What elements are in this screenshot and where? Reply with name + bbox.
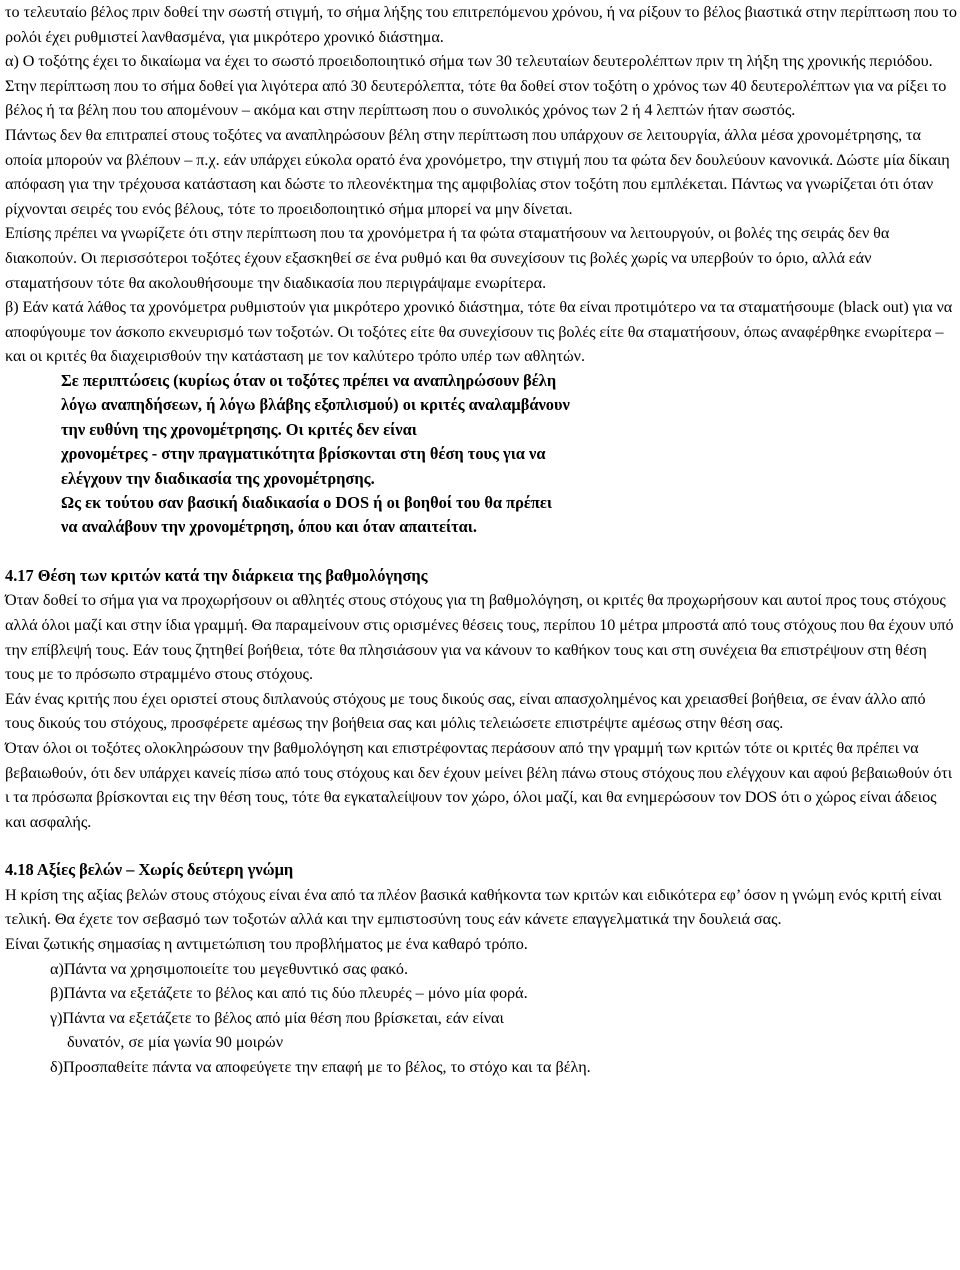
paragraph-judges-advance: Όταν δοθεί το σήμα για να προχωρήσουν οι αθλητές στους στόχους για τη βαθμολόγηση, οι κριτές θα προχωρήσουν και αυτοί προς τους στόχους αλλά όλοι μαζί και στην ίδια γραμμή. Θα παραμείνουν στις ορισμένες θέσεις τους, περίπου 10 μέτρα μπροστά από τους στόχους που θα έχουν υπό την επίβλεψή τους. Εάν τους ζητηθεί βοήθεια, τότε θα πλησιάσουν για να κάνουν το καθήκον τους και στη συνέχεια θα επιστρέψουν στη θέση τους με το πρόσωπο στραμμένο στους στόχους. [5, 591, 954, 684]
paragraph-timing-means: Πάντως δεν θα επιτραπεί στους τοξότες να αναπληρώσουν βέλη στην περίπτωση που υπάρχουν σε λειτουργία, άλλα μέσα χρονομέτρησης, τα οποία μπορούν να βλέπουν – π.χ. εάν υπάρχει εύκολα ορατό ένα χρονόμετρο, την στιγμή που τα φώτα δεν δουλεύουν κανονικά. Δώστε μία δίκαιη απόφαση για την τρέχουσα κατάσταση και δώστε το πλεονέκτημα της αμφιβολίας στον τοξότη που εμπλέκεται. Πάντως να γνωρίζεται ότι όταν ρίχνονται σειρές του ενός βέλους, τότε το προειδοποιητικό σήμα μπορεί να μην δίνεται. [5, 125, 950, 218]
section-spacer [5, 540, 957, 564]
bold-notice-block [5, 369, 957, 540]
list-item [5, 981, 957, 1006]
paragraph-arrow-values: Η κρίση της αξίας βελών στους στόχους είναι ένα από τα πλέον βασικά καθήκοντα των κριτών και ειδικότερα εφ’ όσον η γνώμη ενός κριτή είναι τελική. Θα έχετε τον σεβασμό των τοξοτών αλλά και την εμπιστοσύνη τους εάν κάνετε επαγγελματικά την δουλειά σας. [5, 885, 942, 929]
paragraph-timing-arrows: το τελευταίο βέλος πριν δοθεί την σωστή στιγμή, το σήμα λήξης του επιτρεπόμενου χρόνου, ή να ρίξουν το βέλος βιαστικά στην περίπτωση που το ρολόι έχει ρυθμιστεί λανθασμένα, για μικρότερο χρονικό διάστημα. [5, 3, 957, 46]
list-item [5, 1006, 957, 1055]
bold-notice-line: χρονομέτρες - στην πραγματικότητα βρίσκονται στη θέση τους για να [61, 444, 546, 464]
paragraph-scoring-complete: Όταν όλοι οι τοξότες ολοκληρώσουν την βαθμολόγηση και επιστρέφοντας περάσουν από την γραμμή των κριτών τότε οι κριτές θα πρέπει να βεβαιωθούν, ότι δεν υπάρχει κανείς πίσω από τους στόχους και δεν έχουν μείνει βέλη πάνω στους στόχους που ελέγχουν και αφού βεβαιωθούν ότι ι τα πρόσωπα βρίσκονται εις την θέση τους, τότε θα εγκαταλείψουν τον χώρο, όλοι μαζί, και θα ενημερώσουν τον DOS ότι ο χώρος είναι άδειος και ασφαλής. [5, 738, 953, 831]
bold-notice-line: να αναλάβουν την χρονομέτρηση, όπου και όταν απαιτείται. [61, 517, 477, 537]
paragraph-warning-signal: α) Ο τοξότης έχει το δικαίωμα να έχει το σωστό προειδοποιητικό σήμα των 30 τελευταίων δευτερολέπτων πριν τη λήξη της χρονικής περιόδου. Στην περίπτωση που το σήμα δοθεί για λιγότερα από 30 δευτερόλεπτα, τότε θα δοθεί στον τοξότη ο χρόνος των 40 δευτερολέπτων για να ρίξει το βέλος ή τα βέλη που του απομένουν – ακόμα και στην περίπτωση που ο συνολικός χρόνος των 2 ή 4 λεπτών ήταν σωστός. [5, 52, 947, 120]
document-page [5, 0, 957, 1080]
paragraph-clock-failure: Επίσης πρέπει να γνωρίζετε ότι στην περίπτωση που τα χρονόμετρα ή τα φώτα σταματήσουν να λειτουργούν, οι βολές της σειράς δεν θα διακοπούν. Οι περισσότεροι τοξότες έχουν εξασκηθεί σε ένα ρυθμό και θα συνεχίσουν τις βολές χωρίς να υπερβούν το όριο, αλλά εάν σταματήσουν τότε θα ακολουθήσουμε την διαδικασία που περιγράψαμε ενωρίτερα. [5, 224, 890, 292]
bold-notice-line: την ευθύνη της χρονομέτρησης. Οι κριτές δεν είναι [61, 419, 417, 439]
list-item-text: α)Πάντα να χρησιμοποιείτε του μεγεθυντικό σας φακό. [50, 959, 409, 978]
section-heading-4-18: 4.18 Αξίες βελών – Χωρίς δεύτερη γνώμη [5, 860, 294, 880]
section-heading-4-17: 4.17 Θέση των κριτών κατά την διάρκεια της βαθμολόγησης [5, 565, 428, 585]
procedure-list [5, 957, 957, 1080]
paragraph-black-out: β) Εάν κατά λάθος τα χρονόμετρα ρυθμιστούν για μικρότερο χρονικό διάστημα, τότε θα είναι προτιμότερο να τα σταματήσουμε (black out) για να αποφύγουμε τον άσκοπο εκνευρισμό των τοξοτών. Οι τοξότες είτε θα συνεχίσουν τις βολές είτε θα σταματήσουν, όπως αναφέρθηκε ενωρίτερα – και οι κριτές θα διαχειρισθούν την κατάσταση με τον καλύτερο τρόπο υπέρ των αθλητών. [5, 298, 953, 366]
list-item [5, 1055, 957, 1080]
list-item-continuation: δυνατόν, σε μία γωνία 90 μοιρών [67, 1033, 284, 1052]
paragraph-clean-approach: Είναι ζωτικής σημασίας η αντιμετώπιση του προβλήματος με ένα καθαρό τρόπο. [5, 935, 528, 954]
bold-notice-line: λόγω αναπηδήσεων, ή λόγω βλάβης εξοπλισμού) οι κριτές αναλαμβάνουν [61, 395, 570, 415]
paragraph-neighbour-judge: Εάν ένας κριτής που έχει οριστεί στους διπλανούς στόχους με τους δικούς σας, είναι απασχολημένος και χρειασθεί βοήθεια, σε έναν άλλο από τους δικούς του στόχους, προσφέρετε αμέσως την βοήθεια σας και μόλις τελειώσετε επιστρέψτε αμέσως στην θέση σας. [5, 689, 926, 733]
list-item-text: δ)Προσπαθείτε πάντα να αποφεύγετε την επαφή με το βέλος, το στόχο και τα βέλη. [50, 1058, 591, 1077]
list-item-text: γ)Πάντα να εξετάζετε το βέλος από μία θέση που βρίσκεται, εάν είναι [50, 1008, 504, 1027]
section-spacer [5, 834, 957, 858]
bold-notice-line: Σε περιπτώσεις (κυρίως όταν οι τοξότες πρέπει να αναπληρώσουν βέλη [61, 370, 557, 390]
bold-notice-line: ελέγχουν την διαδικασία της χρονομέτρησης. [61, 468, 375, 488]
list-item [5, 957, 957, 982]
list-item-text: β)Πάντα να εξετάζετε το βέλος και από τις δύο πλευρές – μόνο μία φορά. [50, 984, 528, 1003]
bold-notice-line: Ως εκ τούτου σαν βασική διαδικασία ο DOS ή οι βοηθοί του θα πρέπει [61, 492, 552, 512]
